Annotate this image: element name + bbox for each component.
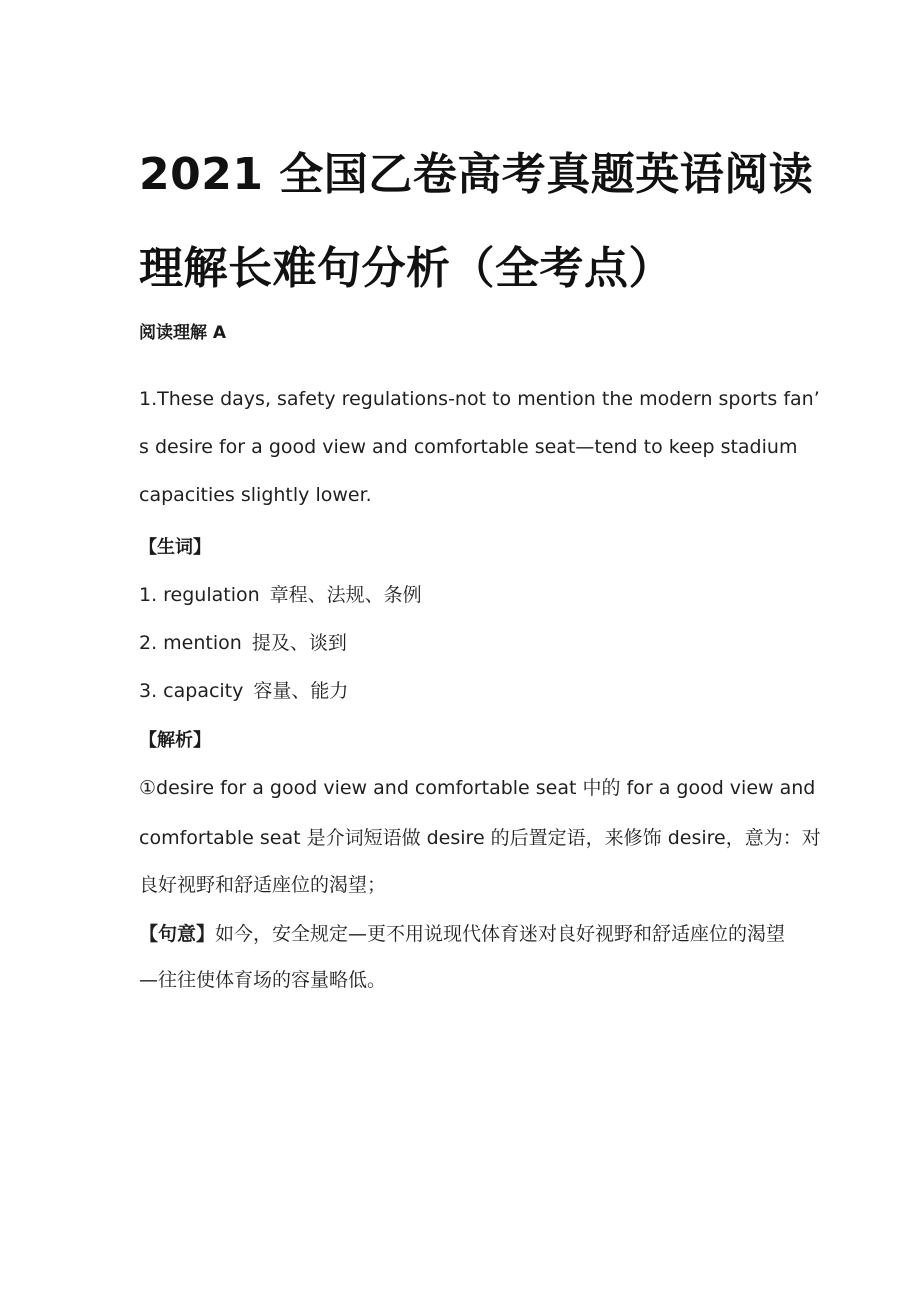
vocab-meaning: 章程、法规、条例 — [269, 584, 422, 606]
vocab-meaning: 提及、谈到 — [251, 632, 347, 654]
vocab-label: 【生词】 — [139, 537, 211, 558]
analysis-line-1: ①desire for a good view and comfortable seat 中的 for a good view and — [139, 777, 816, 799]
meaning-label: 【句意】 — [139, 923, 216, 945]
meaning-line-2: —往往使体育场的容量略低。 — [139, 969, 387, 991]
analysis-label: 【解析】 — [139, 730, 211, 751]
meaning-line-1 — [139, 919, 785, 946]
vocab-item — [139, 580, 422, 607]
vocab-item — [139, 676, 348, 703]
vocab-term: 1. regulation — [139, 584, 260, 606]
sentence-line-2: s desire for a good view and comfortable seat—tend to keep stadium — [139, 436, 798, 458]
page-title-line-2: 理解长难句分析（全考点） — [139, 243, 673, 294]
vocab-item — [139, 628, 347, 655]
analysis-line-3: 良好视野和舒适座位的渴望； — [139, 874, 387, 896]
section-heading: 阅读理解 A — [139, 323, 227, 343]
meaning-text: 如今，安全规定—更不用说现代体育迷对良好视野和舒适座位的渴望 — [215, 923, 786, 945]
vocab-meaning: 容量、能力 — [253, 680, 349, 702]
sentence-line-1: 1.These days, safety regulations-not to mention the modern sports fan’ — [139, 388, 820, 410]
sentence-line-3: capacities slightly lower. — [139, 484, 372, 506]
analysis-line-2: comfortable seat 是介词短语做 desire 的后置定语，来修饰 desire，意为：对 — [139, 827, 821, 849]
vocab-term: 3. capacity — [139, 680, 244, 702]
vocab-term: 2. mention — [139, 632, 242, 654]
page-title-line-1: 2021 全国乙卷高考真题英语阅读 — [139, 149, 814, 200]
